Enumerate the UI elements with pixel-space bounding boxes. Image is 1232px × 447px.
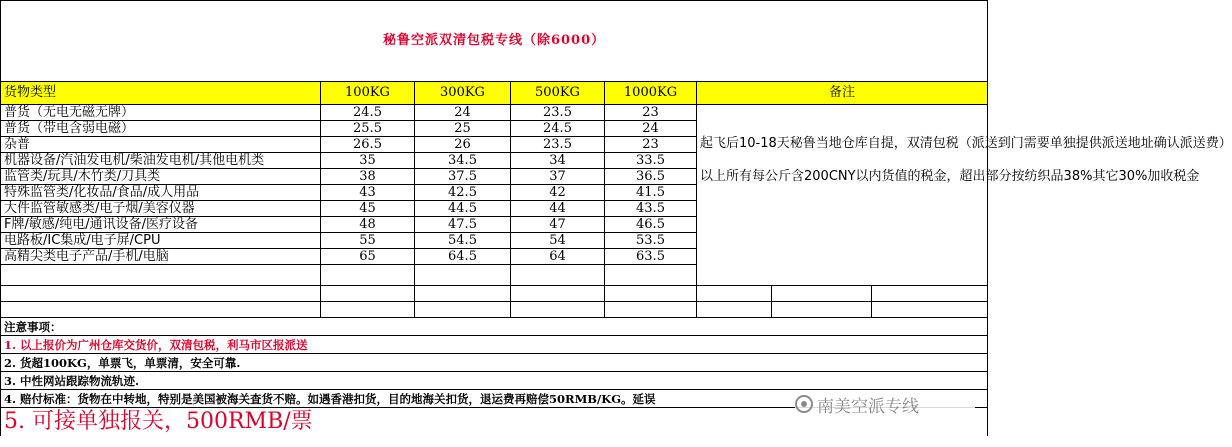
price-cell: 44.5 xyxy=(415,201,511,217)
price-cell: 41.5 xyxy=(605,185,697,201)
row-category: 大件监管敏感类/电子烟/美容仪器 xyxy=(1,201,321,217)
price-cell: 34 xyxy=(511,153,605,169)
price-cell: 65 xyxy=(321,249,415,265)
price-cell: 63.5 xyxy=(605,249,697,265)
price-cell: 45 xyxy=(321,201,415,217)
price-cell: 25.5 xyxy=(321,121,415,137)
remark-pickup-text: 起飞后10-18天秘鲁当地仓库自提，双清包税（派送到门需要单独提供派送地址确认派送费） xyxy=(700,136,1232,151)
price-cell: 43.5 xyxy=(605,201,697,217)
price-cell: 47.5 xyxy=(415,217,511,233)
row-category: 杂普 xyxy=(1,137,321,153)
notes-heading-row xyxy=(1,318,988,336)
price-cell: 34.5 xyxy=(415,153,511,169)
row-category: 高精尖类电子产品/手机/电脑 xyxy=(1,249,321,265)
note-row xyxy=(1,372,988,390)
price-cell: 24 xyxy=(415,105,511,121)
price-cell: 37 xyxy=(511,169,605,185)
price-cell: 55 xyxy=(321,233,415,249)
header-weight-1000: 1000KG xyxy=(605,82,697,105)
header-weight-300: 300KG xyxy=(415,82,511,105)
price-cell: 24.5 xyxy=(511,121,605,137)
price-cell: 35 xyxy=(321,153,415,169)
price-cell: 37.5 xyxy=(415,169,511,185)
table-row xyxy=(1,105,988,121)
row-category: 机器设备/汽油发电机/柴油发电机/其他电机类 xyxy=(1,153,321,169)
price-cell: 24 xyxy=(605,121,697,137)
row-category: F牌/敏感/纯电/通讯设备/医疗设备 xyxy=(1,217,321,233)
note-4: 4. 赔付标准：货物在中转地，特别是美国被海关查货不赔。如遇香港扣货，目的地海关扣货，退运费再赔偿50RMB/KG。延误 xyxy=(1,390,988,408)
row-category: 监管类/玩具/木竹类/刀具类 xyxy=(1,169,321,185)
note-5: 5. 可接单独报关，500RMB/票 xyxy=(1,408,988,437)
price-cell: 23.5 xyxy=(511,105,605,121)
page-title: 秘鲁空派双清包税专线（除6000） xyxy=(1,1,988,82)
price-cell: 26.5 xyxy=(321,137,415,153)
row-category: 普货（带电含弱电磁） xyxy=(1,121,321,137)
note-row xyxy=(1,336,988,354)
price-cell: 53.5 xyxy=(605,233,697,249)
header-remark: 备注 xyxy=(697,82,988,105)
row-category: 特殊监管类/化妆品/食品/成人用品 xyxy=(1,185,321,201)
price-cell: 42.5 xyxy=(415,185,511,201)
watermark xyxy=(795,393,975,415)
price-cell: 47 xyxy=(511,217,605,233)
price-cell: 23 xyxy=(605,137,697,153)
header-row xyxy=(1,82,988,105)
empty-row xyxy=(1,286,988,302)
note-1: 1. 以上报价为广州仓库交货价，双清包税，利马市区报派送 xyxy=(1,336,988,354)
price-cell: 26 xyxy=(415,137,511,153)
price-cell: 33.5 xyxy=(605,153,697,169)
price-cell: 64.5 xyxy=(415,249,511,265)
row-category: 普货（无电无磁无牌） xyxy=(1,105,321,121)
price-cell: 24.5 xyxy=(321,105,415,121)
price-cell: 44 xyxy=(511,201,605,217)
price-cell: 38 xyxy=(321,169,415,185)
price-cell: 54.5 xyxy=(415,233,511,249)
price-cell: 42 xyxy=(511,185,605,201)
note-2: 2. 货超100KG，单票飞，单票清，安全可靠. xyxy=(1,354,988,372)
header-category: 货物类型 xyxy=(1,82,321,105)
watermark-text: 南美空派专线 xyxy=(817,396,919,417)
header-weight-500: 500KG xyxy=(511,82,605,105)
price-cell: 46.5 xyxy=(605,217,697,233)
empty-row xyxy=(1,302,988,318)
price-cell: 25 xyxy=(415,121,511,137)
header-weight-100: 100KG xyxy=(321,82,415,105)
row-category: 电路板/IC集成/电子屏/CPU xyxy=(1,233,321,249)
remark-cell xyxy=(697,105,1232,286)
notes-heading: 注意事项： xyxy=(1,318,988,336)
price-cell: 54 xyxy=(511,233,605,249)
remark-tax-text: 以上所有每公斤含200CNY以内货值的税金，超出部分按纺织品38%其它30%加收税金 xyxy=(700,169,1200,184)
price-cell: 48 xyxy=(321,217,415,233)
note-3: 3. 中性网站跟踪物流轨迹. xyxy=(1,372,988,390)
price-cell: 36.5 xyxy=(605,169,697,185)
wechat-logo-icon xyxy=(795,395,813,413)
price-cell: 23 xyxy=(605,105,697,121)
note-row xyxy=(1,354,988,372)
price-cell: 23.5 xyxy=(511,137,605,153)
price-cell: 43 xyxy=(321,185,415,201)
price-cell: 64 xyxy=(511,249,605,265)
